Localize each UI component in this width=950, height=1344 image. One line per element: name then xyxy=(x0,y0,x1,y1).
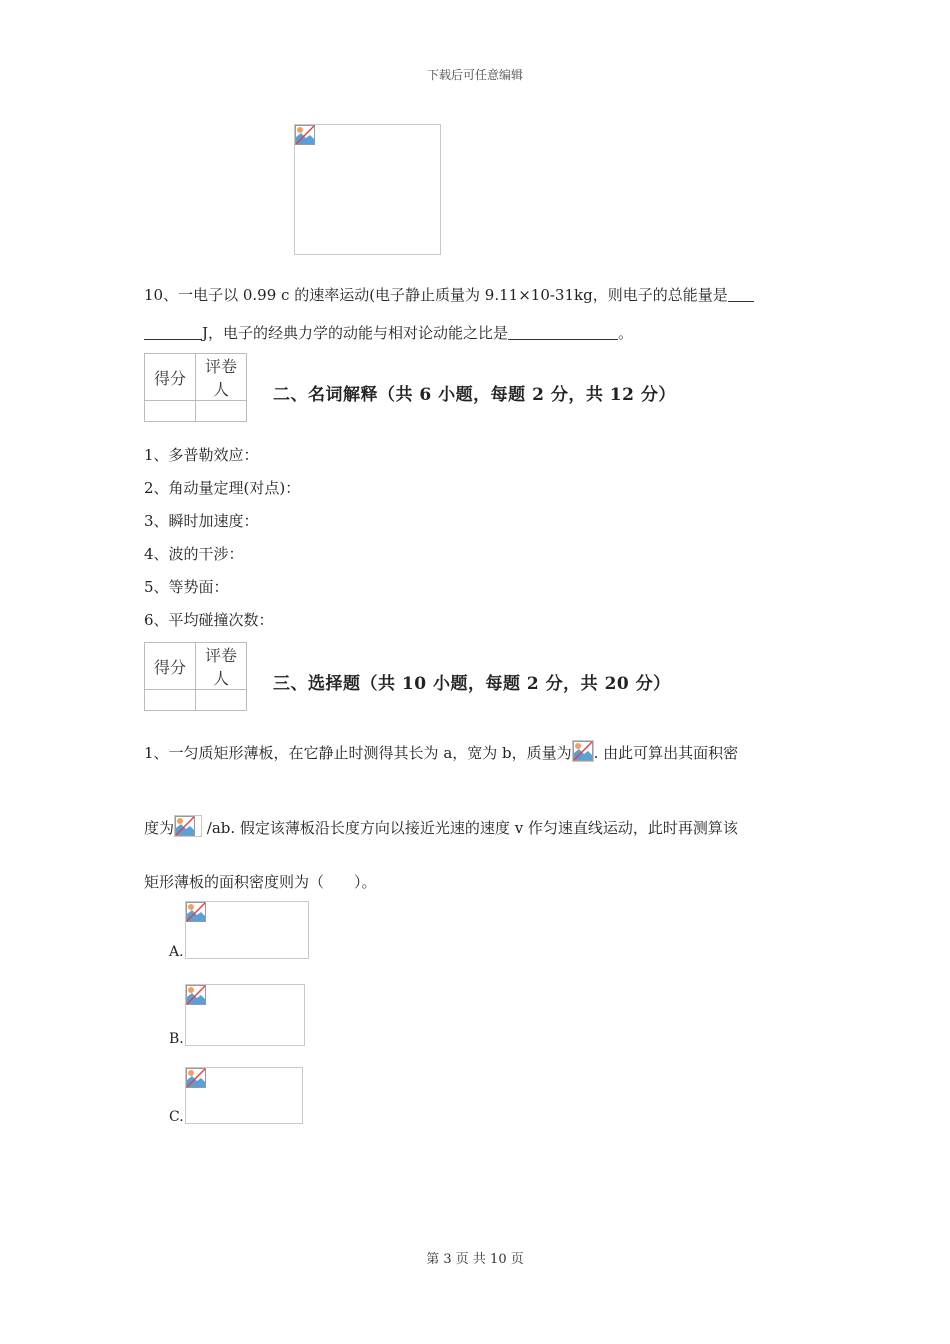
question-1-line2 xyxy=(144,815,738,838)
answer-blank xyxy=(508,325,618,340)
broken-image-icon xyxy=(186,1068,206,1088)
option-a-image[interactable] xyxy=(185,901,309,959)
mass-formula-image xyxy=(572,740,594,762)
broken-image-icon xyxy=(295,125,315,145)
term-item: 5、等势面： xyxy=(144,578,229,596)
grader-label: 评卷人 xyxy=(196,354,247,401)
broken-image-icon xyxy=(573,741,593,761)
option-b-image[interactable] xyxy=(185,984,305,1046)
question-1-line1 xyxy=(144,740,738,763)
question-1-text-2: 度为 xyxy=(144,819,175,837)
question-1-text: 1、一匀质矩形薄板，在它静止时测得其长为 a，宽为 b，质量为 xyxy=(144,744,572,762)
question-10-end: 。 xyxy=(618,324,634,342)
broken-image-icon xyxy=(186,985,206,1005)
score-label: 得分 xyxy=(145,643,196,690)
term-item: 6、平均碰撞次数： xyxy=(144,611,274,629)
question-1-text-2-cont: /ab. 假定该薄板沿长度方向以接近光速的速度 v 作匀速直线运动，此时再测算该 xyxy=(202,819,738,837)
term-item: 3、瞬时加速度： xyxy=(144,512,259,530)
option-b-label[interactable]: B. xyxy=(169,1031,184,1047)
option-c-image[interactable] xyxy=(185,1067,303,1124)
question-1-text-cont: . 由此可算出其面积密 xyxy=(593,744,739,762)
density-formula-image xyxy=(174,815,202,837)
grader-cell xyxy=(196,401,247,422)
question-10-text: 10、一电子以 0.99 c 的速率运动(电子静止质量为 9.11×10-31kg，则电子的总能量是 xyxy=(144,286,728,304)
grader-label: 评卷人 xyxy=(196,643,247,690)
figure-image xyxy=(294,124,441,255)
score-box xyxy=(144,353,247,422)
answer-blank xyxy=(144,325,202,340)
grader-cell xyxy=(196,690,247,711)
question-1-line3: 矩形薄板的面积密度则为（ ）。 xyxy=(144,873,377,891)
section-3-title: 三、选择题（共 10 小题，每题 2 分，共 20 分） xyxy=(273,674,671,694)
term-item: 1、多普勒效应： xyxy=(144,446,259,464)
option-c-label[interactable]: C. xyxy=(169,1109,184,1125)
option-a-label[interactable]: A. xyxy=(169,944,184,960)
question-10-line2 xyxy=(144,323,633,343)
question-10-line1 xyxy=(144,285,754,305)
term-item: 4、波的干涉： xyxy=(144,545,244,563)
term-item: 2、角动量定理(对点)： xyxy=(144,479,301,497)
question-10-text-2: J，电子的经典力学的动能与相对论动能之比是 xyxy=(202,324,509,342)
score-cell xyxy=(145,690,196,711)
broken-image-icon xyxy=(186,902,206,922)
answer-blank xyxy=(728,287,754,302)
page-header: 下载后可任意编辑 xyxy=(426,68,523,82)
section-2-title: 二、名词解释（共 6 小题，每题 2 分，共 12 分） xyxy=(273,385,676,405)
score-label: 得分 xyxy=(145,354,196,401)
score-box xyxy=(144,642,247,711)
page-footer: 第 3 页 共 10 页 xyxy=(426,1252,524,1267)
broken-image-icon xyxy=(175,816,195,836)
score-cell xyxy=(145,401,196,422)
